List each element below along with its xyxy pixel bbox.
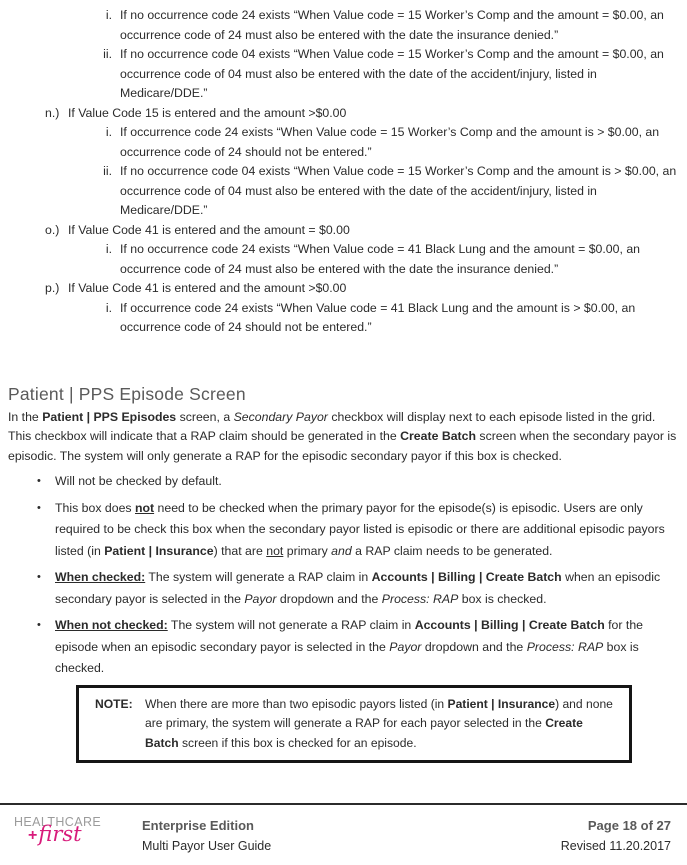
list-marker: i. [105,242,112,256]
list-text [120,299,677,338]
section-heading: Patient | PPS Episode Screen [8,383,246,404]
list-marker: ii. [103,47,112,61]
list-marker: i. [105,300,112,315]
note-box [76,685,632,764]
text-segment: Will not be checked by default. [55,474,222,488]
text-segment: dropdown and the [421,639,527,654]
note-label: NOTE: [95,696,133,711]
bullet-icon: • [37,501,41,514]
text-segment: In the [8,409,43,424]
bullet-text [55,498,677,563]
text-segment: box is checked. [458,591,547,606]
page-number: Page 18 of 27 [587,818,671,833]
text-segment: Accounts | Billing | Create Batch [414,618,605,632]
text-segment: primary [283,543,332,558]
text-segment: If occurrence code 24 exists “When Value code = 15 Worker’s Comp and the amount is > $0.00, an occurrence code of 24 should not be entered.” [120,125,660,159]
list-marker: i. [105,8,112,22]
text-segment: box is checked. [55,639,639,675]
list-marker: p.) [45,281,60,295]
text-segment: This box does [55,500,135,515]
text-segment: If Value Code 41 is entered and the amount >$0.00 [68,281,347,295]
text-segment: checkbox will display next to each episode listed in the grid. This checkbox will indicate that a RAP claim should be generated in the [8,409,656,443]
list-text [120,162,677,221]
note-text [145,695,619,754]
list-text [68,279,628,299]
bullet-icon: • [37,475,41,487]
text-segment: If occurrence code 24 exists “When Value code = 41 Black Lung and the amount is > $0.00, an occurrence code of 24 should not be entered.” [120,300,636,334]
text-segment: If no occurrence code 24 exists “When Value code = 41 Black Lung and the amount = $0.00, an occurrence code of 24 must also be entered with the date the insurance denied.” [120,242,640,276]
text-segment: If no occurrence code 24 exists “When Value code = 15 Worker’s Comp and the amount = $0.00, an occurrence code of 24 must also be entered with the date the insurance denied.” [120,8,664,42]
text-segment: Create Batch [400,429,476,443]
list-item [8,299,677,338]
text-segment: Process: RAP [526,639,604,654]
bullet-icon: • [37,619,41,631]
list-item [8,104,677,124]
bullet-item [8,567,677,610]
logo-script-text: first [38,822,82,846]
text-segment: If no occurrence code 04 exists “When Value code = 15 Worker’s Comp and the amount is > $0.00, an occurrence code of 04 must also be entered with the date of the accident/injury, listed in Medicare/DDE.” [120,164,677,217]
text-segment: The system will generate a RAP claim in [145,570,372,584]
edition-title: Enterprise Edition [142,818,254,833]
text-segment: a RAP claim needs to be generated. [351,543,553,558]
text-segment: ) that are [213,543,267,558]
bullet-text [55,615,677,680]
bullet-list [8,471,677,680]
list-text [120,6,677,45]
list-item [8,279,677,299]
text-segment: screen, a [176,409,234,424]
list-item [8,221,677,241]
text-segment: ) and none are primary, the system will generate a RAP for each payor selected in the [145,696,613,730]
text-segment: When there are more than two episodic payors listed (in [145,696,448,711]
edition-block [142,815,271,855]
healthcarefirst-logo [14,815,126,847]
text-segment: Secondary Payor [233,409,328,424]
text-segment: not [266,543,284,558]
list-text [120,45,677,104]
bullet-text [55,471,677,493]
text-segment: Payor [244,591,277,606]
text-segment: Create Batch [145,716,583,750]
list-marker: o.) [45,222,60,237]
text-segment: when an episodic secondary payor is selected in the [55,570,661,606]
text-segment: screen if this box is checked for an episode. [178,735,417,750]
list-text [120,240,677,279]
bullet-item [8,498,677,563]
text-segment: Process: RAP [381,591,459,606]
revision-date: Revised 11.20.2017 [560,839,671,853]
text-segment: dropdown and the [276,591,382,606]
logo-script-first [14,823,126,847]
text-segment: The system will not generate a RAP claim in [167,618,415,632]
text-segment: Payor [389,639,422,654]
list-marker: n.) [45,105,60,120]
text-segment: When not checked: [55,618,168,632]
logo-wordmark: HEALTHCARE [14,815,102,829]
bullet-item [8,615,677,680]
text-segment: Patient | Insurance [104,543,214,558]
text-segment: screen when the secondary payor is episodic. The system will only generate a RAP for the episodic secondary payor if this box is checked. [8,429,677,463]
list-item [8,240,677,279]
list-marker: i. [105,125,112,139]
page-footer [0,803,687,855]
list-item [8,123,677,162]
list-text [120,123,677,162]
list-item [8,162,677,221]
text-segment: If no occurrence code 04 exists “When Value code = 15 Worker’s Comp and the amount = $0.00, an occurrence code of 04 must also be entered with the date of the accident/injury, listed in Medicare/DDE.” [120,47,664,100]
bullet-text [55,567,677,610]
text-segment: and [331,543,352,558]
text-segment: Accounts | Billing | Create Batch [371,570,562,584]
text-segment: need to be checked when the primary payor for the episode(s) is episodic. Users are only required to be check this box when the secondary payor listed is episodic or there are additional episodic payors listed (in [55,500,665,558]
text-segment: When checked: [55,570,146,584]
plus-icon: + [28,827,38,844]
footer-right-block [561,815,671,855]
list-item [8,45,677,104]
text-segment: If Value Code 41 is entered and the amount = $0.00 [68,222,350,237]
list-item [8,6,677,45]
text-segment: for the episode when an episodic secondary payor is selected in the [55,618,643,654]
list-text [68,104,628,124]
text-segment: Patient | PPS Episodes [42,409,177,424]
bullet-item [8,471,677,493]
section-paragraph [8,408,677,467]
list-marker: ii. [103,164,112,178]
edition-subtitle: Multi Payor User Guide [142,839,272,853]
text-segment: Patient | Insurance [447,696,556,711]
text-segment: not [134,500,155,515]
bullet-icon: • [37,571,41,583]
text-segment: If Value Code 15 is entered and the amount >$0.00 [68,105,347,120]
list-text [68,221,628,241]
